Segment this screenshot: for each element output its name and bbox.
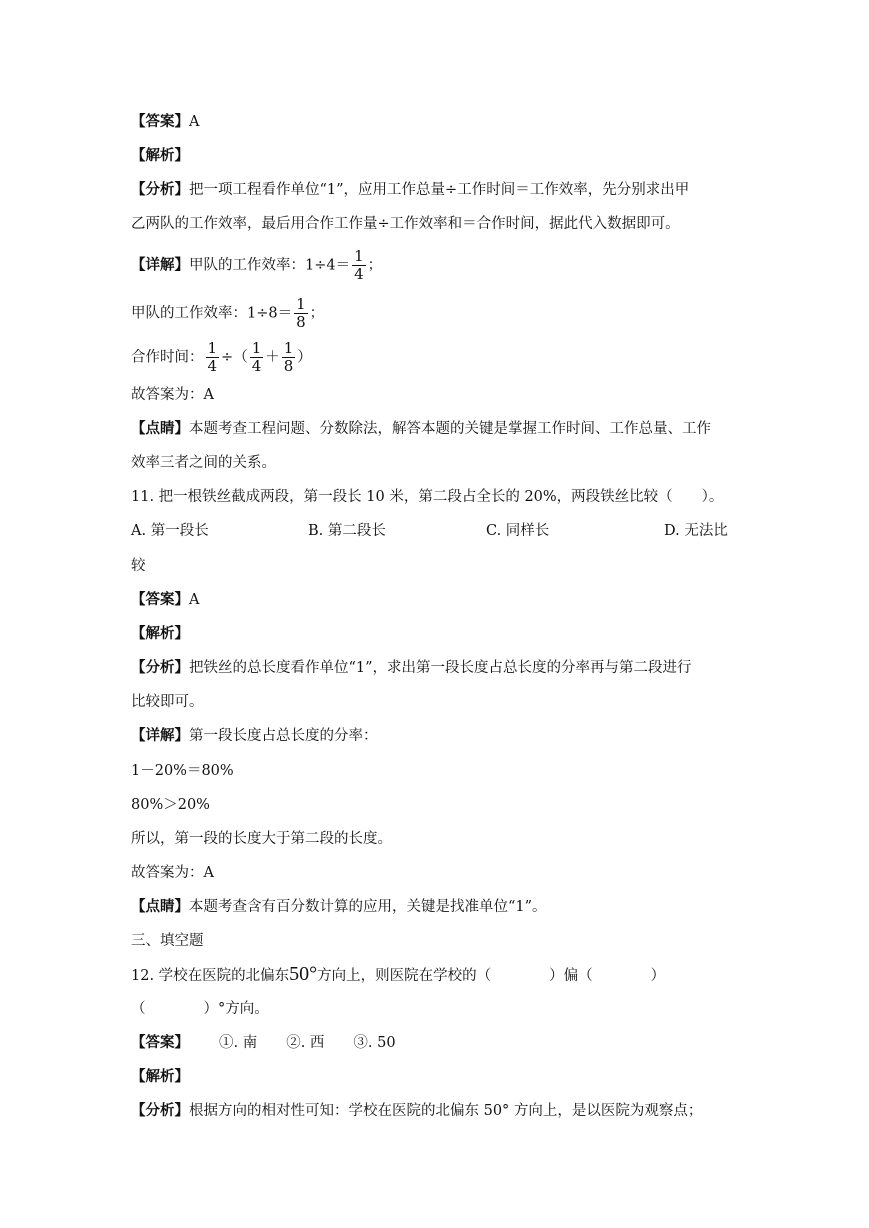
comment-text: 本题考查工程问题、分数除法，解答本题的关键是掌握工作时间、工作总量、工作: [189, 421, 711, 437]
analysis-sub-tag: 【分析】: [131, 181, 189, 198]
analysis-line: [131, 180, 689, 200]
division-sign: ÷: [221, 349, 234, 366]
analysis-text: 把一项工程看作单位“1”，应用工作总量÷工作时间＝工作效率，先分别求出甲: [189, 182, 690, 198]
option-d-wrap: 较: [131, 558, 146, 574]
option-c: C. 同样长: [486, 523, 550, 539]
analysis-text: 根据方向的相对性可知：学校在医院的北偏东 50° 方向上，是以医院为观察点；: [189, 1103, 703, 1119]
answer-tag: 【答案】: [131, 591, 189, 608]
section-title: 三、填空题: [131, 933, 204, 949]
answer-line: [131, 112, 199, 132]
answer-value: A: [189, 592, 200, 608]
fraction-one-quarter: [206, 340, 220, 375]
analysis-tag: 【解析】: [131, 625, 189, 642]
option-b: B. 第二段长: [308, 523, 386, 539]
detail-text: 甲队的工作效率：1÷4＝: [189, 257, 351, 274]
option-d: D. 无法比: [664, 523, 728, 539]
question-text: 方向上，则医院在学校的（ ）偏（ ）: [317, 968, 666, 984]
fraction-denominator: 4: [251, 357, 262, 375]
answer-tag: 【答案】: [131, 1034, 189, 1051]
detail-line: [131, 726, 378, 746]
detail-line-3: [131, 340, 312, 375]
comment-tag: 【点睛】: [131, 420, 189, 437]
fraction-numerator: 1: [296, 295, 306, 313]
detail-tag: 【详解】: [131, 727, 189, 744]
analysis-text-continued: 乙两队的工作效率，最后用合作工作量÷工作效率和＝合作时间，据此代入数据即可。: [131, 216, 680, 232]
fraction-one-eighth: [282, 340, 296, 375]
analysis-tag: 【解析】: [131, 1068, 189, 1085]
fraction-denominator: 8: [283, 357, 294, 375]
fraction-one-eighth: [294, 296, 308, 331]
answer-values: ①. 南 ②. 西 ③. 50: [219, 1035, 396, 1051]
fraction-numerator: 1: [251, 339, 262, 357]
detail-tag: 【详解】: [131, 256, 189, 274]
angle-value: 50°: [289, 963, 318, 985]
punctuation: ；: [367, 257, 383, 274]
detail-text: 甲队的工作效率：1÷8＝: [131, 305, 293, 322]
detail-line-2: [131, 296, 324, 331]
answer-value: A: [189, 114, 200, 130]
fraction-numerator: 1: [207, 339, 218, 357]
fraction-numerator: 1: [354, 247, 364, 265]
calc-line-1: 1－20%＝80%: [131, 763, 234, 779]
left-paren: （: [233, 349, 248, 366]
right-paren: ）: [297, 349, 312, 366]
analysis-line: [131, 658, 692, 678]
comment-line: [131, 419, 711, 439]
detail-text: 第一段长度占总长度的分率：: [189, 728, 378, 744]
question-text: 12. 学校在医院的北偏东: [131, 968, 290, 984]
plus-sign: ＋: [265, 349, 280, 366]
punctuation: ；: [309, 305, 325, 322]
comment-line: [131, 897, 547, 917]
fraction-numerator: 1: [283, 339, 294, 357]
fraction-denominator: 4: [207, 357, 218, 375]
comment-text: 本题考查含有百分数计算的应用，关键是找准单位“1”。: [189, 899, 547, 915]
analysis-sub-tag: 【分析】: [131, 659, 189, 676]
question-12: [131, 964, 665, 986]
analysis-sub-tag: 【分析】: [131, 1102, 189, 1119]
conclusion-line: 故答案为：A: [131, 387, 214, 403]
comment-text-continued: 效率三者之间的关系。: [131, 455, 276, 471]
answer-line: [131, 1033, 396, 1053]
answer-tag: 【答案】: [131, 113, 189, 130]
fraction-one-quarter: [250, 340, 264, 375]
detail-line-1: [131, 248, 382, 283]
comment-tag: 【点睛】: [131, 898, 189, 915]
question-11: 11. 把一根铁丝截成两段，第一段长 10 米，第二段占全长的 20%，两段铁丝比较（ ）。: [131, 489, 724, 505]
option-a: A. 第一段长: [131, 523, 209, 539]
calc-line-2: 80%＞20%: [131, 797, 210, 813]
analysis-line: [131, 1101, 702, 1121]
analysis-text-continued: 比较即可。: [131, 694, 204, 710]
analysis-text: 把铁丝的总长度看作单位“1”，求出第一段长度占总长度的分率再与第二段进行: [189, 660, 692, 676]
fraction-denominator: 8: [296, 313, 306, 331]
analysis-tag: 【解析】: [131, 147, 189, 164]
answer-line: [131, 590, 199, 610]
question-12-continued: （ ）°方向。: [131, 1001, 269, 1017]
so-line: 所以，第一段的长度大于第二段的长度。: [131, 831, 392, 847]
fraction-one-quarter: [352, 248, 366, 283]
detail-text: 合作时间：: [131, 349, 204, 366]
conclusion-line: 故答案为：A: [131, 865, 214, 881]
fraction-denominator: 4: [354, 265, 364, 283]
